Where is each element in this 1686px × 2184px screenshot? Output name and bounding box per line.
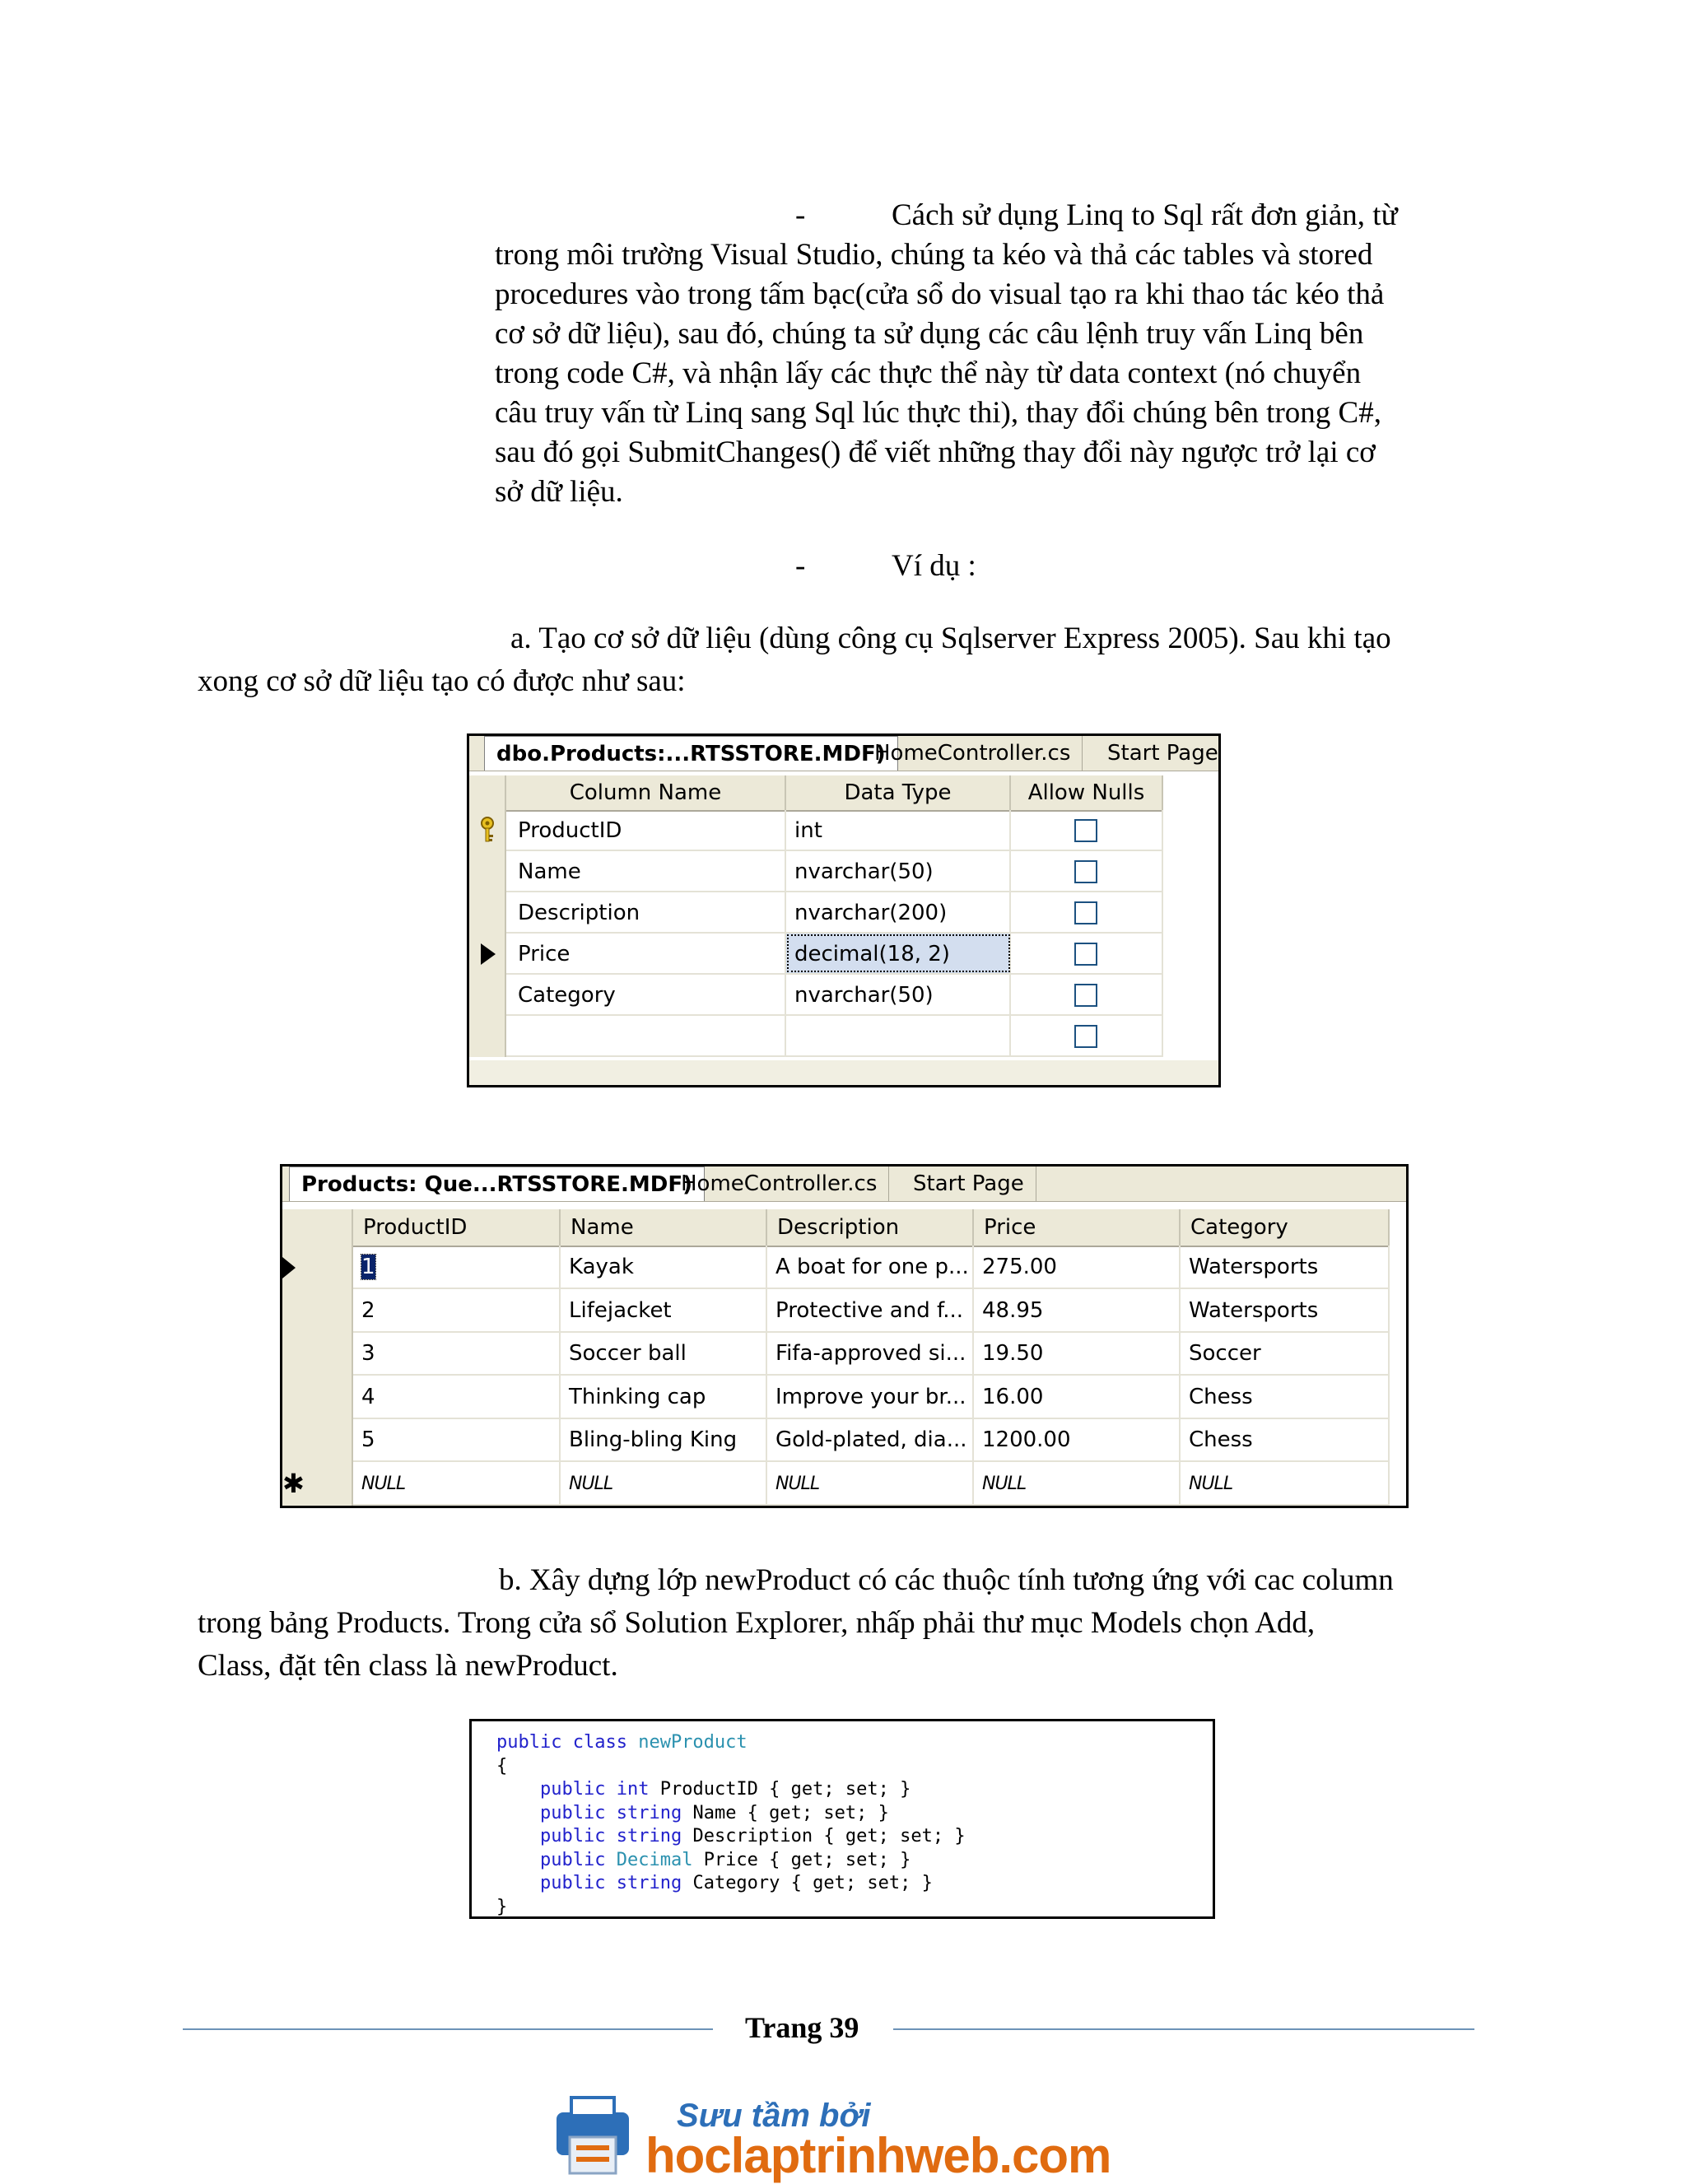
data-type-cell[interactable]: nvarchar(200) (786, 892, 1011, 932)
allow-nulls-checkbox[interactable] (1074, 943, 1097, 966)
code-property-line: public int ProductID { get; set; } (539, 1779, 911, 1800)
allow-nulls-cell (1011, 1016, 1163, 1055)
footer-rule-right (893, 2028, 1474, 2030)
row-selector[interactable] (282, 1462, 353, 1506)
row-selector[interactable] (469, 810, 506, 851)
code-property-line: public string Description { get; set; } (539, 1826, 966, 1846)
allow-nulls-checkbox[interactable] (1074, 819, 1097, 842)
row-selector[interactable] (282, 1246, 353, 1289)
document-tabs (469, 736, 1218, 771)
intro-line: sau đó gọi SubmitChanges() để viết những thay đổi này ngược trở lại cơ (495, 435, 1376, 469)
row-selector[interactable] (469, 934, 506, 975)
column-name-cell[interactable]: Description (506, 892, 786, 932)
productid-cell[interactable]: 2 (353, 1289, 561, 1331)
description-cell[interactable]: Improve your br... (767, 1376, 974, 1418)
productid-cell[interactable]: 1 (353, 1246, 561, 1288)
price-cell[interactable]: NULL (974, 1462, 1181, 1504)
row-selector[interactable] (282, 1418, 353, 1462)
name-cell[interactable]: NULL (561, 1462, 767, 1504)
schema-row[interactable] (469, 934, 1163, 975)
step-b-line3: Class, đặt tên class là newProduct. (198, 1649, 618, 1683)
new-row-asterisk-icon: ✱ (282, 1467, 305, 1499)
allow-nulls-cell (1011, 892, 1163, 932)
table-row[interactable] (282, 1246, 1390, 1289)
header-name[interactable]: Name (561, 1209, 767, 1246)
example-bullet: - (795, 549, 806, 583)
allow-nulls-checkbox[interactable] (1074, 901, 1097, 924)
allow-nulls-cell (1011, 934, 1163, 973)
name-cell[interactable]: Thinking cap (561, 1376, 767, 1418)
document-tabs (282, 1167, 1406, 1202)
allow-nulls-checkbox[interactable] (1074, 860, 1097, 883)
allow-nulls-cell (1011, 810, 1163, 850)
table-row[interactable] (282, 1332, 1390, 1376)
intro-bullet: - (795, 198, 806, 232)
table-designer-window (467, 733, 1221, 1087)
data-type-cell[interactable]: decimal(18, 2) (786, 934, 1011, 973)
data-type-cell[interactable]: nvarchar(50) (786, 975, 1011, 1014)
row-selector[interactable] (282, 1332, 353, 1376)
code-brace-close: } (496, 1896, 508, 1917)
productid-cell[interactable]: 3 (353, 1332, 561, 1374)
price-cell[interactable]: 19.50 (974, 1332, 1181, 1374)
name-cell[interactable]: Kayak (561, 1246, 767, 1288)
column-name-cell[interactable] (506, 1016, 786, 1055)
current-row-arrow-icon (481, 943, 496, 971)
column-name-cell[interactable]: Price (506, 934, 786, 973)
step-a-line1: a. Tạo cơ sở dữ liệu (dùng công cụ Sqlserver Express 2005). Sau khi tạo (510, 622, 1391, 655)
category-cell[interactable]: Watersports (1181, 1289, 1390, 1331)
price-cell[interactable]: 48.95 (974, 1289, 1181, 1331)
page-number: Trang 39 (745, 2011, 859, 2044)
price-cell[interactable]: 16.00 (974, 1376, 1181, 1418)
printer-logo-icon (557, 2094, 629, 2177)
intro-line: câu truy vấn từ Linq sang Sql lúc thực thi), thay đổi chúng bên trong C#, (495, 396, 1381, 430)
schema-row[interactable] (469, 892, 1163, 934)
schema-grid-header (469, 775, 1163, 812)
column-name-cell[interactable]: Category (506, 975, 786, 1014)
intro-line: procedures vào trong tấm bạc(cửa sổ do visual tạo ra khi thao tác kéo thả (495, 277, 1385, 311)
data-type-cell[interactable]: nvarchar(50) (786, 851, 1011, 891)
tab-products-design[interactable]: dbo.Products:...RTSSTORE.MDF) (484, 736, 898, 771)
code-keyword: public class (496, 1732, 627, 1753)
current-row-arrow-icon (282, 1257, 296, 1284)
row-selector-header (282, 1209, 353, 1246)
class-code-snippet (469, 1719, 1215, 1919)
allow-nulls-checkbox[interactable] (1074, 1025, 1097, 1048)
schema-grid-footer (469, 1060, 1218, 1085)
example-label: Ví dụ : (892, 549, 976, 583)
schema-row[interactable] (469, 1016, 1163, 1057)
category-cell[interactable]: Watersports (1181, 1246, 1390, 1288)
category-cell[interactable]: Soccer (1181, 1332, 1390, 1374)
intro-line: sở dữ liệu. (495, 475, 623, 509)
step-b-line2: trong bảng Products. Trong cửa sổ Solution Explorer, nhấp phải thư mục Models chọn Add, (198, 1606, 1316, 1640)
tab-start-page[interactable]: Start Page (901, 1167, 1036, 1201)
intro-paragraph (495, 235, 1384, 512)
data-type-cell[interactable]: int (786, 810, 1011, 850)
intro-line: trong code C#, và nhận lấy các thực thể này từ data context (nó chuyển (495, 356, 1362, 390)
category-cell[interactable]: Chess (1181, 1418, 1390, 1460)
new-record-row[interactable] (282, 1462, 1390, 1506)
allow-nulls-cell (1011, 851, 1163, 891)
table-row[interactable] (282, 1289, 1390, 1333)
header-allow-nulls[interactable]: Allow Nulls (1011, 775, 1163, 810)
schema-row[interactable] (469, 851, 1163, 892)
tab-home-controller[interactable]: HomeController.cs (669, 1167, 889, 1201)
row-selector[interactable] (469, 892, 506, 934)
code-property-line: public string Name { get; set; } (539, 1802, 889, 1823)
category-cell[interactable]: Chess (1181, 1376, 1390, 1418)
header-data-type[interactable]: Data Type (786, 775, 1011, 810)
step-b-line1: b. Xây dựng lớp newProduct có các thuộc tính tương ứng với cac column (499, 1563, 1394, 1597)
productid-cell[interactable]: 5 (353, 1418, 561, 1460)
code-property-line: public Decimal Price { get; set; } (539, 1849, 911, 1870)
step-a-line2: xong cơ sở dữ liệu tạo có được như sau: (198, 664, 686, 698)
price-cell[interactable]: 275.00 (974, 1246, 1181, 1288)
intro-line: trong môi trường Visual Studio, chúng ta kéo và thả các tables và stored (495, 238, 1373, 272)
description-cell[interactable]: NULL (767, 1462, 974, 1504)
row-selector[interactable] (469, 851, 506, 892)
name-cell[interactable]: Lifejacket (561, 1289, 767, 1331)
code-class-name: newProduct (638, 1732, 748, 1753)
price-cell[interactable]: 1200.00 (974, 1418, 1181, 1460)
logo-site: hoclaptrinhweb.com (645, 2128, 1111, 2183)
logo-tagline: Sưu tầm bởi (677, 2098, 871, 2134)
code-brace-open: { (496, 1755, 508, 1777)
productid-cell[interactable]: 4 (353, 1376, 561, 1418)
column-name-cell[interactable]: ProductID (506, 810, 786, 850)
table-row[interactable] (282, 1376, 1390, 1419)
row-selector[interactable] (282, 1289, 353, 1333)
query-results-window (280, 1164, 1409, 1508)
name-cell[interactable]: Soccer ball (561, 1332, 767, 1374)
description-cell[interactable]: A boat for one p... (767, 1246, 974, 1288)
tab-start-page[interactable]: Start Page (1096, 736, 1221, 771)
category-cell[interactable]: NULL (1181, 1462, 1390, 1504)
header-productid[interactable]: ProductID (353, 1209, 561, 1246)
description-cell[interactable]: Protective and f... (767, 1289, 974, 1331)
description-cell[interactable]: Gold-plated, dia... (767, 1418, 974, 1460)
results-grid-header (282, 1209, 1390, 1247)
header-category[interactable]: Category (1181, 1209, 1390, 1246)
tab-products-query[interactable]: Products: Que...RTSSTORE.MDF) (289, 1167, 705, 1201)
data-type-cell[interactable] (786, 1016, 1011, 1055)
footer-rule-left (183, 2028, 713, 2030)
row-selector[interactable] (469, 975, 506, 1016)
header-price[interactable]: Price (974, 1209, 1181, 1246)
intro-line: cơ sở dữ liệu), sau đó, chúng ta sử dụng các câu lệnh truy vấn Linq bên (495, 317, 1364, 351)
intro-first-line: Cách sử dụng Linq to Sql rất đơn giản, từ (892, 198, 1398, 232)
column-name-cell[interactable]: Name (506, 851, 786, 891)
header-description[interactable]: Description (767, 1209, 974, 1246)
primary-key-icon (479, 817, 496, 849)
code-property-line: public string Category { get; set; } (539, 1873, 933, 1893)
header-column-name[interactable]: Column Name (506, 775, 786, 810)
name-cell[interactable]: Bling-bling King (561, 1418, 767, 1460)
schema-row[interactable] (469, 975, 1163, 1016)
description-cell[interactable]: Fifa-approved si... (767, 1332, 974, 1374)
row-selector-header (469, 775, 506, 810)
productid-cell[interactable]: NULL (353, 1462, 561, 1504)
allow-nulls-checkbox[interactable] (1074, 984, 1097, 1007)
table-row[interactable] (282, 1418, 1390, 1462)
row-selector[interactable] (282, 1376, 353, 1419)
tab-home-controller[interactable]: HomeController.cs (863, 736, 1083, 771)
schema-row[interactable] (469, 810, 1163, 851)
allow-nulls-cell (1011, 975, 1163, 1014)
row-selector[interactable] (469, 1016, 506, 1057)
